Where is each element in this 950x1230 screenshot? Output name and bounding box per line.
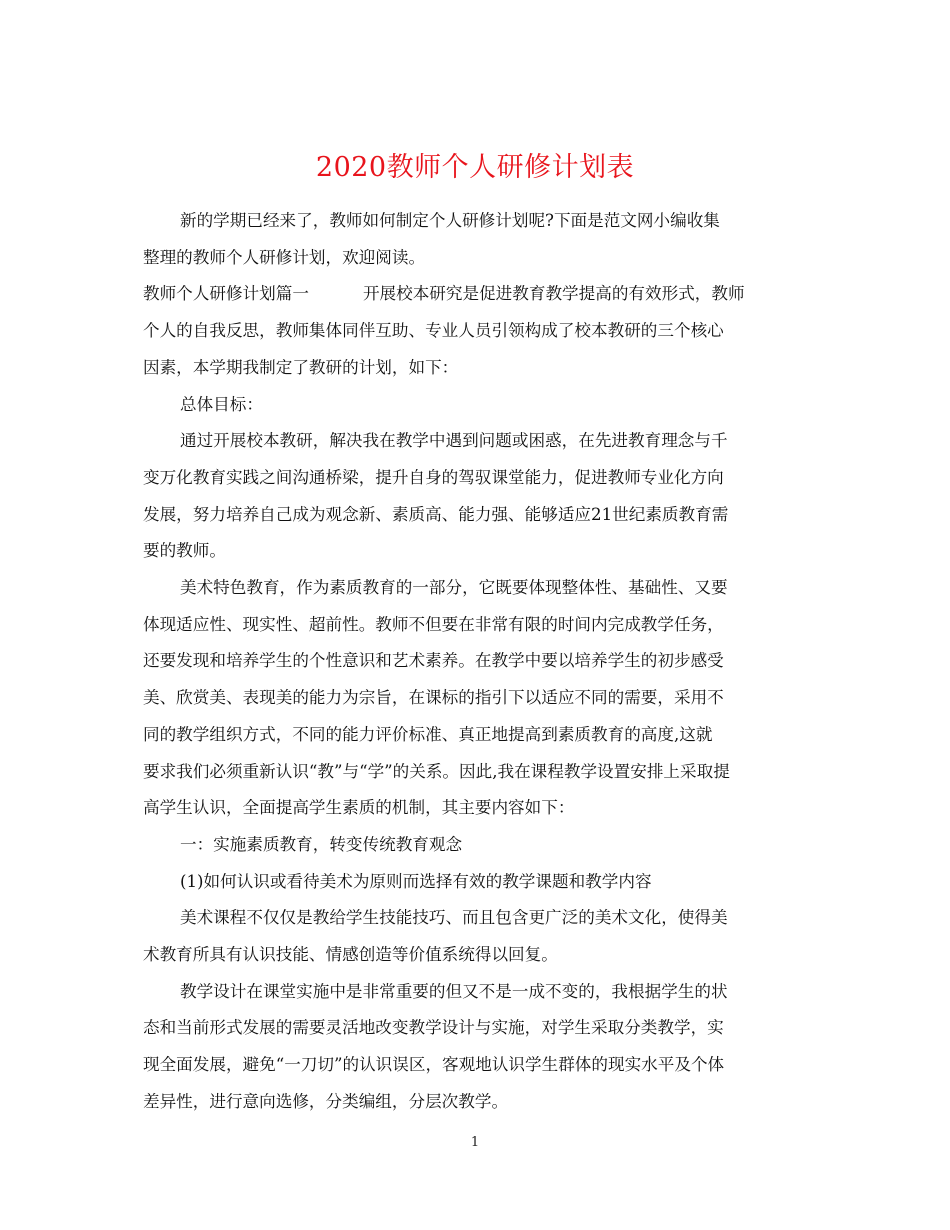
text-line: 新的学期已经来了，教师如何制定个人研修计划呢?下面是范文网小编收集 — [180, 211, 720, 230]
text-line: (1)如何认识或看待美术为原则而选择有效的教学课题和教学内容 — [180, 871, 652, 891]
text-line: 美、欣赏美、表现美的能力为宗旨，在课标的指引下以适应不同的需要，采用不 — [143, 688, 724, 708]
document-title: 2020教师个人研修计划表 — [315, 152, 635, 184]
text-line: 总体目标： — [180, 394, 263, 414]
document-body — [143, 203, 807, 1121]
text-line: 个人的自我反思，教师集体同伴互助、专业人员引领构成了校本教研的三个核心 — [143, 321, 724, 341]
text-line: 高学生认识，全面提高学生素质的机制，其主要内容如下： — [143, 798, 575, 818]
text-line: 同的教学组织方式，不同的能力评价标准、真正地提高到素质教育的高度,这就 — [143, 724, 713, 744]
text-line: 现全面发展，避免“一刀切”的认识误区，客观地认识学生群体的现实水平及个体 — [143, 1055, 725, 1075]
goal-heading — [143, 387, 807, 424]
art-education-paragraph — [143, 570, 807, 827]
text-line: 变万化教育实践之间沟通桥梁，提升自身的驾驭课堂能力，促进教师专业化方向 — [143, 467, 724, 487]
text-line: 发展，努力培养自己成为观念新、素质高、能力强、能够适应21世纪素质教育需 — [143, 504, 729, 524]
text-line: 要的教师。 — [143, 541, 226, 561]
section-paragraph — [143, 276, 807, 386]
text-line: 美术特色教育，作为素质教育的一部分，它既要体现整体性、基础性、又要 — [180, 578, 728, 598]
page-number: 1 — [470, 1135, 480, 1150]
text-line — [143, 276, 807, 313]
text-line: 术教育所具有认识技能、情感创造等价值系统得以回复。 — [143, 945, 558, 965]
text-line: 因素，本学期我制定了教研的计划，如下： — [143, 357, 459, 377]
text-line: 体现适应性、现实性、超前性。教师不但要在非常有限的时间内完成教学任务， — [143, 614, 724, 634]
teaching-design-paragraph — [143, 974, 807, 1121]
subsection-item — [143, 864, 807, 901]
text-line: 还要发现和培养学生的个性意识和艺术素养。在教学中要以培养学生的初步感受 — [143, 651, 724, 671]
text-line: 态和当前形式发展的需要灵活地改变教学设计与实施，对学生采取分类教学，实 — [143, 1018, 724, 1038]
text-line: 差异性，进行意向选修，分类编组，分层次教学。 — [143, 1091, 509, 1111]
text-line: 通过开展校本教研，解决我在教学中遇到问题或困惑，在先进教育理念与千 — [180, 431, 728, 451]
subsection-heading — [143, 827, 807, 864]
text-segment: 开展校本研究是促进教育教学提高的有效形式，教师 — [362, 284, 745, 304]
intro-paragraph — [143, 203, 807, 276]
text-line: 一：实施素质教育，转变传统教育观念 — [180, 834, 463, 854]
goal-paragraph — [143, 423, 807, 570]
text-line: 整理的教师个人研修计划，欢迎阅读。 — [143, 247, 426, 267]
section-heading: 教师个人研修计划篇一 — [143, 284, 309, 304]
text-line: 美术课程不仅仅是教给学生技能技巧、而且包含更广泛的美术文化，使得美 — [180, 908, 728, 928]
art-course-paragraph — [143, 900, 807, 973]
text-line: 教学设计在课堂实施中是非常重要的但又不是一成不变的，我根据学生的状 — [180, 981, 728, 1001]
text-line: 要求我们必须重新认识“教”与“学”的关系。因此,我在课程教学设置安排上采取提 — [143, 761, 730, 781]
